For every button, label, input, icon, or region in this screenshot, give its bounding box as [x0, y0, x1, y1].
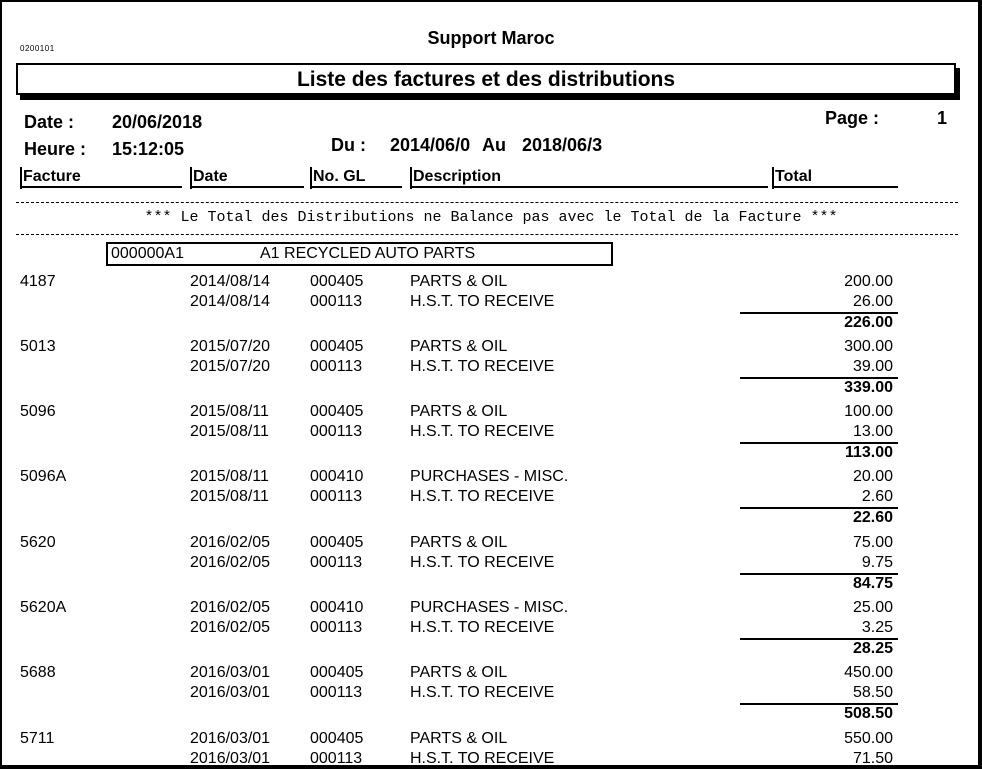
- line-amount: 58.50: [852, 684, 893, 701]
- time-label: Heure :: [24, 139, 87, 159]
- line-amount: 450.00: [844, 664, 893, 681]
- table-row: [0, 552, 982, 573]
- table-row: [0, 662, 982, 683]
- line-amount: 300.00: [844, 338, 893, 355]
- column-header-gl: [310, 166, 402, 188]
- line-date: 2016/02/05: [190, 619, 271, 636]
- line-gl-number: 000113: [310, 423, 363, 440]
- date-label: Date :: [24, 112, 75, 132]
- line-date: 2016/03/01: [190, 730, 271, 747]
- table-row: [0, 682, 982, 703]
- line-gl-number: 000113: [310, 750, 363, 767]
- column-header-date-label: Date: [193, 168, 228, 185]
- line-description: H.S.T. TO RECEIVE: [410, 423, 555, 440]
- table-row: [0, 597, 982, 618]
- line-gl-number: 000113: [310, 293, 363, 310]
- report-title: Liste des factures et des distributions: [16, 63, 956, 95]
- column-divider: [20, 167, 22, 189]
- column-divider: [190, 167, 192, 189]
- line-description: PARTS & OIL: [410, 534, 508, 551]
- line-gl-number: 000113: [310, 684, 363, 701]
- line-date: 2016/03/01: [190, 684, 271, 701]
- column-header-invoice-label: Facture: [23, 168, 81, 185]
- invoice-total-row: [0, 638, 982, 659]
- table-row: [0, 271, 982, 292]
- line-description: PARTS & OIL: [410, 403, 508, 420]
- column-header-description: [410, 166, 768, 188]
- line-amount: 100.00: [844, 403, 893, 420]
- line-gl-number: 000405: [310, 273, 364, 290]
- line-date: 2016/02/05: [190, 599, 271, 616]
- line-description: H.S.T. TO RECEIVE: [410, 488, 555, 505]
- invoice-total: 508.50: [844, 705, 893, 722]
- range-from: 2014/06/0: [390, 135, 471, 155]
- line-description: H.S.T. TO RECEIVE: [410, 293, 555, 310]
- invoice-total: 113.00: [844, 444, 893, 461]
- line-date: 2015/08/11: [190, 468, 269, 485]
- line-amount: 26.00: [852, 293, 893, 310]
- table-row: [0, 486, 982, 507]
- line-description: PURCHASES - MISC.: [410, 599, 569, 616]
- line-date: 2016/02/05: [190, 554, 271, 571]
- invoice-total: 226.00: [844, 314, 893, 331]
- column-header-total-label: Total: [775, 168, 813, 185]
- line-description: PARTS & OIL: [410, 664, 508, 681]
- page-number: 1: [937, 108, 948, 128]
- line-description: H.S.T. TO RECEIVE: [410, 619, 555, 636]
- line-amount: 200.00: [844, 273, 893, 290]
- column-divider: [410, 167, 412, 189]
- column-header-date: [190, 166, 304, 188]
- table-row: [0, 421, 982, 442]
- dashed-separator: [16, 202, 958, 203]
- line-gl-number: 000405: [310, 338, 364, 355]
- invoice-number: 5620: [20, 534, 56, 551]
- column-header-total: [772, 166, 898, 188]
- page-label: Page :: [825, 108, 880, 128]
- line-description: PARTS & OIL: [410, 730, 508, 747]
- balance-warning: *** Le Total des Distributions ne Balance pas avec le Total de la Facture ***: [144, 209, 838, 226]
- time-value: 15:12:05: [112, 139, 185, 159]
- invoice-total: 339.00: [844, 379, 893, 396]
- range-label: Du :: [331, 135, 366, 155]
- vendor-name: A1 RECYCLED AUTO PARTS: [260, 245, 476, 262]
- line-amount: 71.50: [852, 750, 893, 767]
- line-amount: 2.60: [861, 488, 893, 505]
- table-row: [0, 617, 982, 638]
- column-divider: [310, 167, 312, 189]
- invoice-total: 28.25: [852, 640, 893, 657]
- table-row: [0, 532, 982, 553]
- column-header-invoice: [20, 166, 182, 188]
- line-date: 2016/02/05: [190, 534, 271, 551]
- invoice-total: 22.60: [852, 509, 893, 526]
- line-date: 2015/08/11: [190, 488, 269, 505]
- line-gl-number: 000113: [310, 619, 363, 636]
- invoice-total-row: [0, 312, 982, 333]
- invoice-total-row: [0, 507, 982, 528]
- invoice-total: 84.75: [852, 575, 893, 592]
- invoice-number: 4187: [20, 273, 56, 290]
- table-row: [0, 748, 982, 769]
- invoice-number: 5688: [20, 664, 56, 681]
- line-gl-number: 000405: [310, 664, 364, 681]
- vendor-box: [106, 242, 613, 266]
- line-amount: 550.00: [844, 730, 893, 747]
- line-gl-number: 000410: [310, 468, 364, 485]
- column-divider: [772, 167, 774, 189]
- line-description: PARTS & OIL: [410, 273, 508, 290]
- table-row: [0, 356, 982, 377]
- line-date: 2014/08/14: [190, 293, 271, 310]
- line-date: 2015/08/11: [190, 423, 269, 440]
- line-description: PARTS & OIL: [410, 338, 508, 355]
- table-row: [0, 291, 982, 312]
- line-amount: 20.00: [852, 468, 893, 485]
- invoice-total-row: [0, 377, 982, 398]
- line-description: PURCHASES - MISC.: [410, 468, 569, 485]
- line-date: 2015/08/11: [190, 403, 269, 420]
- line-gl-number: 000405: [310, 730, 364, 747]
- line-amount: 25.00: [852, 599, 893, 616]
- invoice-number: 5096: [20, 403, 56, 420]
- invoice-total-row: [0, 573, 982, 594]
- date-value: 20/06/2018: [112, 112, 203, 132]
- range-to: 2018/06/3: [522, 135, 603, 155]
- line-date: 2014/08/14: [190, 273, 271, 290]
- line-date: 2015/07/20: [190, 358, 271, 375]
- line-amount: 39.00: [852, 358, 893, 375]
- line-description: H.S.T. TO RECEIVE: [410, 358, 555, 375]
- column-header-description-label: Description: [413, 168, 502, 185]
- line-gl-number: 000405: [310, 534, 364, 551]
- line-amount: 9.75: [861, 554, 893, 571]
- line-description: H.S.T. TO RECEIVE: [410, 684, 555, 701]
- line-gl-number: 000113: [310, 554, 363, 571]
- line-date: 2016/03/01: [190, 750, 271, 767]
- dashed-separator: [16, 234, 958, 235]
- line-gl-number: 000410: [310, 599, 364, 616]
- table-row: [0, 336, 982, 357]
- invoice-number: 5096A: [20, 468, 67, 485]
- line-date: 2015/07/20: [190, 338, 271, 355]
- line-description: H.S.T. TO RECEIVE: [410, 750, 555, 767]
- invoice-total-row: [0, 703, 982, 724]
- table-row: [0, 401, 982, 422]
- line-gl-number: 000113: [310, 358, 363, 375]
- line-amount: 3.25: [861, 619, 893, 636]
- line-amount: 13.00: [852, 423, 893, 440]
- table-row: [0, 728, 982, 749]
- company-name: Support Maroc: [427, 28, 555, 48]
- line-amount: 75.00: [852, 534, 893, 551]
- line-gl-number: 000405: [310, 403, 364, 420]
- invoice-number: 5013: [20, 338, 56, 355]
- line-description: H.S.T. TO RECEIVE: [410, 554, 555, 571]
- invoice-total-row: [0, 442, 982, 463]
- column-header-gl-label: No. GL: [313, 168, 366, 185]
- table-row: [0, 466, 982, 487]
- line-date: 2016/03/01: [190, 664, 271, 681]
- invoice-number: 5620A: [20, 599, 67, 616]
- line-gl-number: 000113: [310, 488, 363, 505]
- range-to-label: Au: [482, 135, 506, 155]
- vendor-id: 000000A1: [111, 245, 184, 262]
- invoice-number: 5711: [20, 730, 55, 747]
- report-code: 0200101: [20, 44, 55, 53]
